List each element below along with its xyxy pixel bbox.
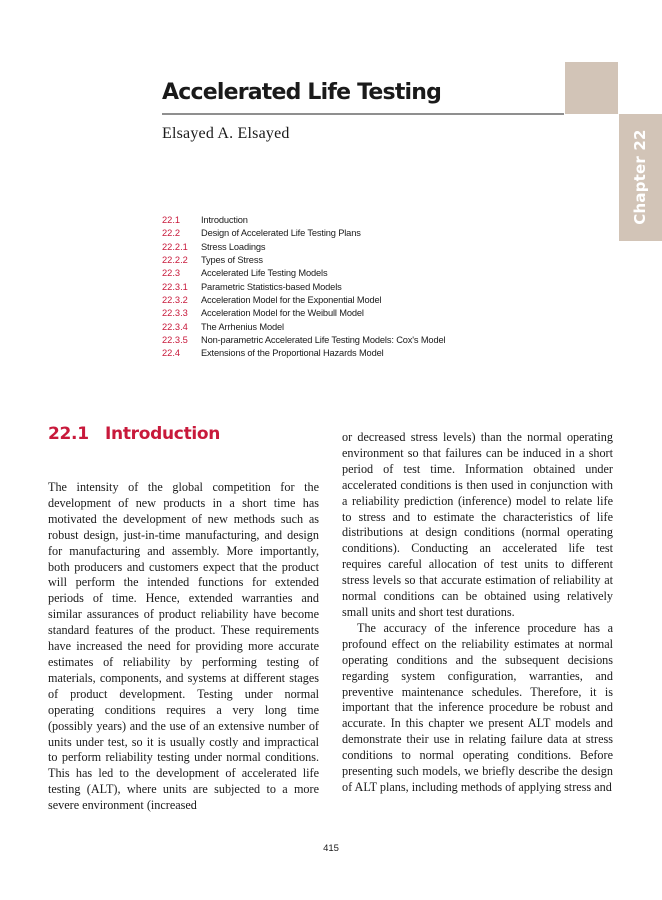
toc-label: Design of Accelerated Life Testing Plans bbox=[201, 228, 361, 239]
toc-item[interactable] bbox=[162, 294, 445, 307]
toc-number: 22.3.2 bbox=[162, 295, 188, 306]
toc-label: Accelerated Life Testing Models bbox=[201, 268, 328, 279]
toc-number: 22.2 bbox=[162, 228, 181, 239]
toc-item[interactable] bbox=[162, 241, 445, 254]
chapter-title: Accelerated Life Testing bbox=[162, 80, 442, 105]
toc-number: 22.2.1 bbox=[162, 241, 188, 252]
body-paragraph: or decreased stress levels) than the normal operating environment so that failures can be induced in a short period of test time. Information obtained under accelerated conditions is then used in conjunction with a reliability prediction (inference) model to relate life to stress and to estimate the characteristics of life distributions at design conditions (normal operating conditions). Conducting an accelerated life test requires careful allocation of test units to different stress levels so that accurate estimation of reliability at normal conditions can be obtained using relatively small units and short test durations. bbox=[342, 430, 613, 619]
toc-label: Acceleration Model for the Weibull Model bbox=[201, 308, 364, 319]
toc-label: Non-parametric Accelerated Life Testing Models: Cox's Model bbox=[201, 335, 446, 346]
author-name: Elsayed A. Elsayed bbox=[162, 125, 290, 142]
toc-number: 22.1 bbox=[162, 215, 181, 225]
toc-number: 22.2.2 bbox=[162, 255, 188, 266]
section-heading bbox=[48, 424, 220, 444]
toc-number: 22.3.5 bbox=[162, 335, 188, 346]
toc-number: 22.4 bbox=[162, 348, 181, 359]
section-number: 22.1 bbox=[48, 424, 89, 444]
toc-item[interactable] bbox=[162, 321, 445, 334]
decorative-box bbox=[565, 62, 618, 114]
toc-item[interactable] bbox=[162, 334, 445, 347]
toc-label: Stress Loadings bbox=[201, 241, 266, 252]
toc-item[interactable] bbox=[162, 347, 445, 360]
toc-number: 22.3.4 bbox=[162, 321, 188, 332]
toc-label: Acceleration Model for the Exponential Model bbox=[201, 295, 382, 306]
toc-label: Extensions of the Proportional Hazards Model bbox=[201, 348, 384, 359]
left-column bbox=[48, 480, 319, 814]
toc-label: The Arrhenius Model bbox=[201, 321, 284, 332]
toc-number: 22.3.1 bbox=[162, 281, 188, 292]
toc-item[interactable] bbox=[162, 214, 445, 227]
toc-item[interactable] bbox=[162, 227, 445, 240]
section-title: Introduction bbox=[105, 424, 221, 444]
toc-label: Introduction bbox=[201, 215, 248, 225]
right-column bbox=[342, 430, 613, 796]
toc-item[interactable] bbox=[162, 254, 445, 267]
toc-item[interactable] bbox=[162, 281, 445, 294]
toc-label: Types of Stress bbox=[201, 255, 263, 266]
body-paragraph: The accuracy of the inference procedure has a profound effect on the reliability estimates at normal operating conditions and the subsequent decisions regarding system configuration, warranties, and preventive maintenance schedules. Therefore, it is important that the inference procedure be robust and accurate. In this chapter we present ALT models and demonstrate their use in relating failure data at stress conditions to normal operating conditions. Before presenting such models, we briefly describe the design of ALT plans, including methods of applying stress and bbox=[342, 620, 613, 794]
page-number: 415 bbox=[323, 843, 339, 854]
toc-item[interactable] bbox=[162, 267, 445, 280]
toc-item[interactable] bbox=[162, 307, 445, 320]
toc-number: 22.3.3 bbox=[162, 308, 188, 319]
table-of-contents bbox=[162, 214, 445, 361]
toc-label: Parametric Statistics-based Models bbox=[201, 281, 342, 292]
toc-number: 22.3 bbox=[162, 268, 181, 279]
title-rule bbox=[162, 113, 564, 115]
body-paragraph: The intensity of the global competition for the development of new products in a short time has motivated the development of new methods such as robust design, just-in-time manufacturing, and design for manufacturing and assembly. More importantly, both producers and customers expect that the product will perform the intended functions for extended periods of time. Hence, extended warranties and similar assurances of product reliability have become standard features of the product. These requirements have increased the need for providing more accurate estimates of reliability by performing testing of materials, components, and systems at different stages of product development. Testing under normal operating conditions requires a very long time (possibly years) and the use of an extensive number of units under test, so it is usually costly and impractical to perform reliability testing under normal conditions. This has led to the development of accelerated life testing (ALT), where units are subjected to a more severe environment (increased bbox=[48, 480, 319, 813]
chapter-tab-label: Chapter 22 bbox=[631, 129, 649, 225]
